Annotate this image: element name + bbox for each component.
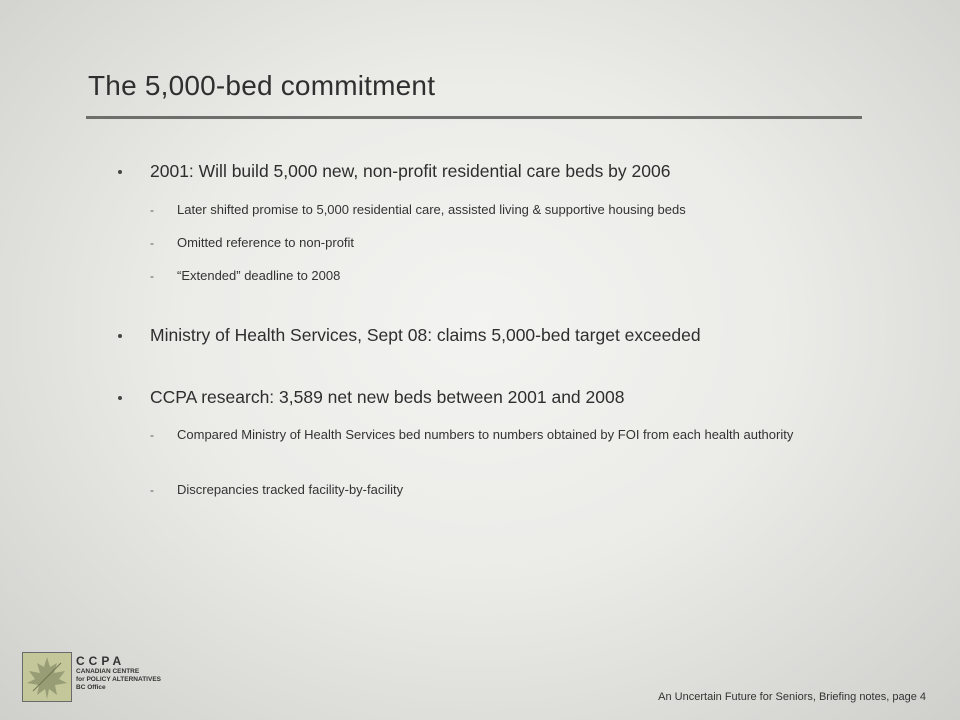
logo-text [76,654,161,692]
logo-line: for POLICY ALTERNATIVES [76,676,161,683]
dash-icon: - [150,269,154,283]
bullet-text: 2001: Will build 5,000 new, non-profit residential care beds by 2006 [150,161,671,181]
footer-text: An Uncertain Future for Seniors, Briefing notes, page 4 [658,691,926,703]
maple-leaf-icon [22,652,72,702]
sub-bullet-text: Compared Ministry of Health Services bed numbers to numbers obtained by FOI from each health authority [177,427,794,442]
bullet-dot-icon [118,170,122,174]
bullet-dot-icon [118,334,122,338]
slide-title: The 5,000-bed commitment [88,70,436,101]
ccpa-logo [22,652,172,704]
sub-bullet-text: Omitted reference to non-profit [177,235,355,250]
dash-icon: - [150,483,154,497]
sub-bullet-text: Later shifted promise to 5,000 residential care, assisted living & supportive housing beds [177,202,686,217]
bullet-dot-icon [118,396,122,400]
logo-line: BC Office [76,684,106,691]
dash-icon: - [150,236,154,250]
sub-bullet-text: Discrepancies tracked facility-by-facility [177,482,404,497]
dash-icon: - [150,203,154,217]
logo-line: CANADIAN CENTRE [76,668,140,675]
title-divider [86,116,862,119]
sub-bullet-text: “Extended” deadline to 2008 [177,268,341,283]
dash-icon: - [150,428,154,442]
bullet-text: CCPA research: 3,589 net new beds between 2001 and 2008 [150,387,625,407]
logo-name: CCPA [76,654,126,668]
bullet-text: Ministry of Health Services, Sept 08: claims 5,000-bed target exceeded [150,325,701,345]
